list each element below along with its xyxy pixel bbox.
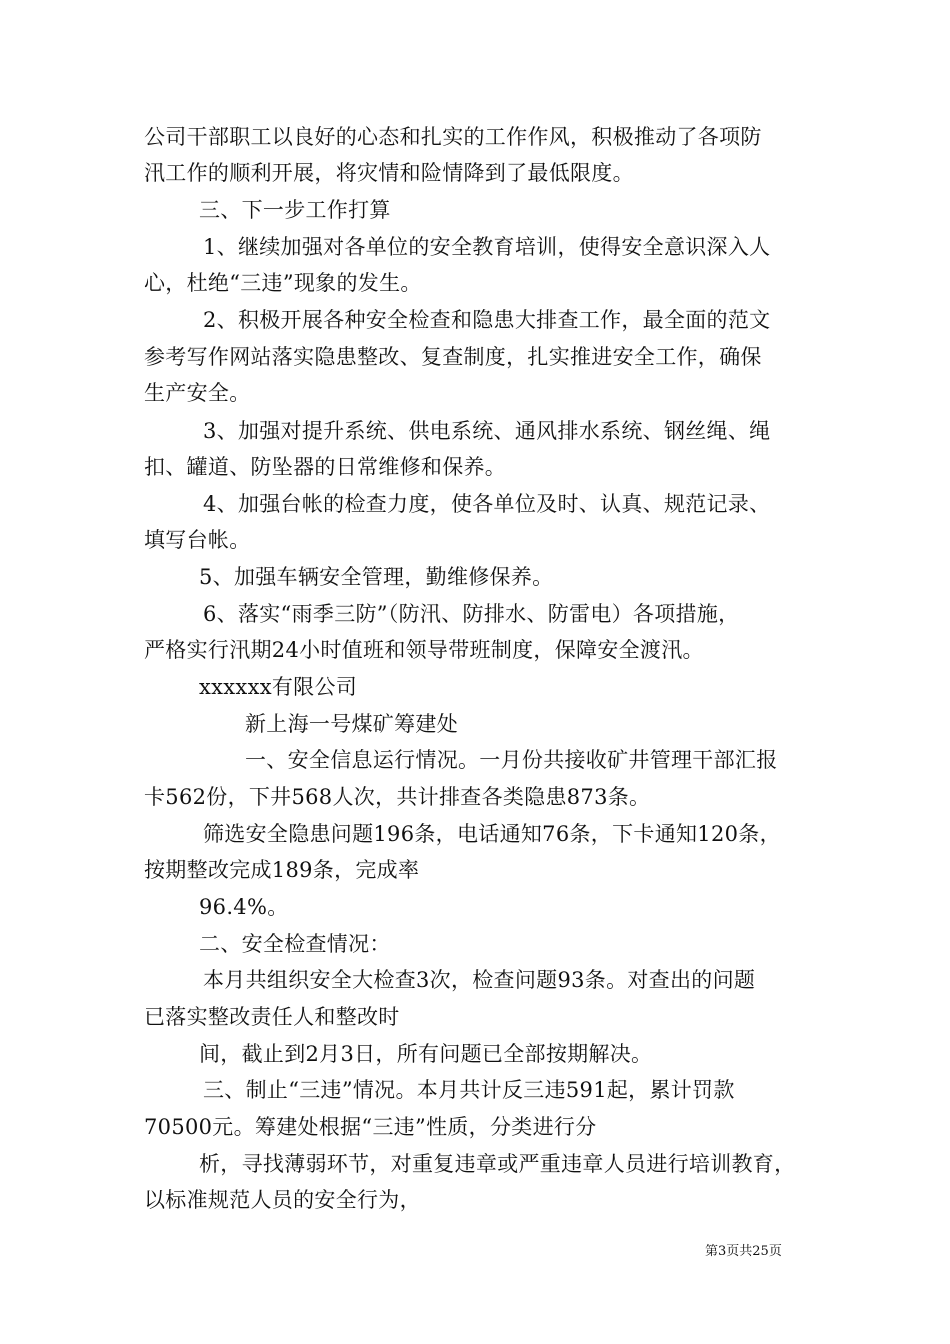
text-line: 以标准规范人员的安全行为， — [144, 1188, 421, 1212]
text-line: 扣、罐道、防坠器的日常维修和保养。 — [144, 455, 507, 479]
text-line: 公司干部职工以良好的心态和扎实的工作作风，积极推动了各项防 — [144, 125, 762, 149]
text-line: 析，寻找薄弱环节，对重复违章或严重违章人员进行培训教育， — [199, 1152, 796, 1176]
text-line: 参考写作网站落实隐患整改、复查制度，扎实推进安全工作，确保 — [144, 345, 762, 369]
text-line: 5、加强车辆安全管理，勤维修保养。 — [199, 565, 554, 589]
text-line: 本月共组织安全大检查3次，检查问题93条。对查出的问题 — [203, 968, 756, 992]
text-line: 按期整改完成189条，完成率 — [144, 858, 420, 882]
text-line: 2、积极开展各种安全检查和隐患大排查工作，最全面的范文 — [203, 308, 771, 332]
text-line: 卡562份，下井568人次，共计排查各类隐患873条。 — [144, 785, 651, 809]
text-line: 心，杜绝“三违”现象的发生。 — [144, 271, 422, 295]
text-line: 筛选安全隐患问题196条，电话通知76条，下卡通知120条， — [203, 822, 781, 846]
text-line: 1、继续加强对各单位的安全教育培训，使得安全意识深入人 — [203, 235, 771, 259]
text-line: 三、制止“三违”情况。本月共计反三违591起，累计罚款 — [203, 1078, 735, 1102]
text-line: 3、加强对提升系统、供电系统、通风排水系统、钢丝绳、绳 — [203, 419, 771, 443]
text-line: 96.4%。 — [199, 895, 289, 919]
text-line: 4、加强台帐的检查力度，使各单位及时、认真、规范记录、 — [203, 492, 771, 516]
text-line: 二、安全检查情况： — [199, 932, 391, 956]
text-line: 填写台帐。 — [144, 528, 251, 552]
text-line: 6、落实“雨季三防”（防汛、防排水、防雷电）各项措施， — [203, 602, 740, 626]
text-line: 三、下一步工作打算 — [199, 198, 391, 222]
text-line: 严格实行汛期24小时值班和领导带班制度，保障安全渡汛。 — [144, 638, 704, 662]
text-line: 汛工作的顺利开展，将灾情和险情降到了最低限度。 — [144, 161, 634, 185]
text-line: 70500元。筹建处根据“三违”性质，分类进行分 — [144, 1115, 597, 1139]
organization-name: 新上海一号煤矿筹建处 — [245, 712, 458, 736]
text-line: 已落实整改责任人和整改时 — [144, 1005, 400, 1029]
page-number: 第3页共25页 — [705, 1244, 782, 1259]
text-line: 间，截止到2月3日，所有问题已全部按期解决。 — [199, 1042, 653, 1066]
company-name: xxxxxx有限公司 — [199, 675, 358, 699]
text-line: 一、安全信息运行情况。一月份共接收矿井管理干部汇报 — [245, 748, 778, 772]
text-line: 生产安全。 — [144, 381, 251, 405]
